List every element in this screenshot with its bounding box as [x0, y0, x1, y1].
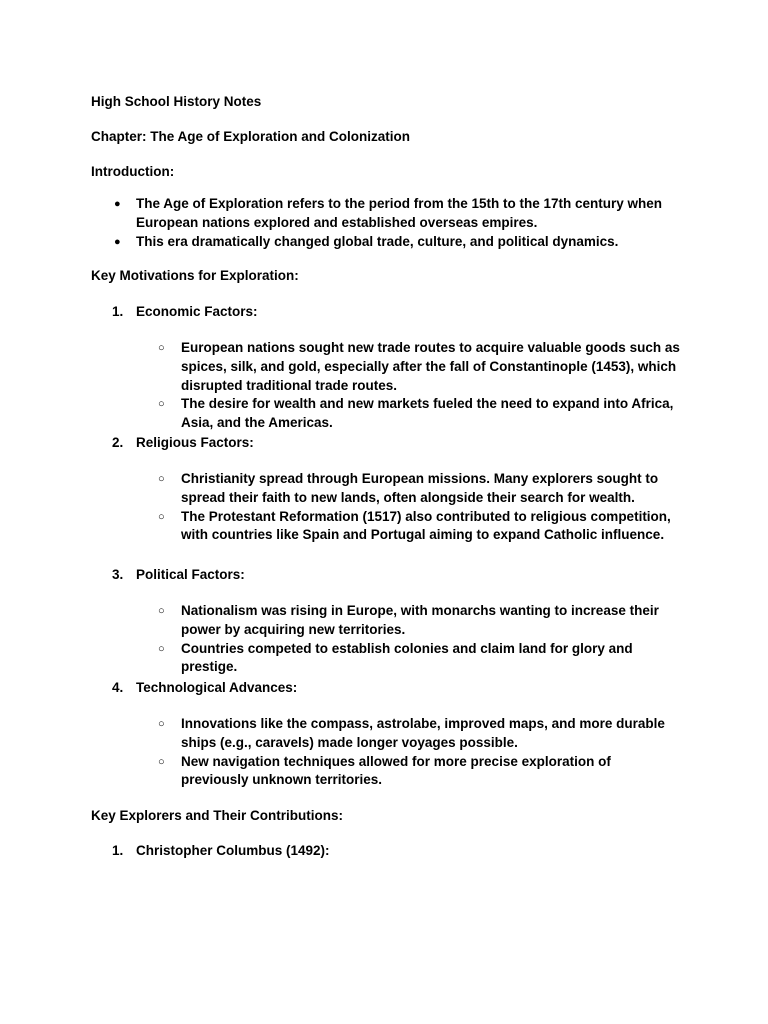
item-number: 1. — [112, 843, 124, 858]
sub-list — [0, 602, 681, 677]
item-label: Christopher Columbus (1492): — [136, 843, 330, 858]
list-item — [0, 470, 681, 508]
circle-bullet-icon: ○ — [158, 642, 165, 655]
list-item — [0, 715, 681, 753]
bullet-icon: ● — [114, 235, 121, 248]
list-item-text: The Age of Exploration refers to the period from the 15th to the 17th century when European nations explored and established overseas empires. — [136, 196, 663, 230]
item-number: 4. — [112, 680, 124, 695]
list-item-text: The desire for wealth and new markets fueled the need to expand into Africa, Asia, and the Americas. — [181, 396, 674, 431]
list-item-text: Nationalism was rising in Europe, with monarchs wanting to increase their power by acquiring new territories. — [181, 603, 659, 637]
circle-bullet-icon: ○ — [158, 605, 165, 617]
bullet-icon: ● — [114, 198, 121, 210]
sub-list — [0, 339, 681, 433]
circle-bullet-icon: ○ — [158, 755, 165, 768]
circle-bullet-icon: ○ — [158, 398, 165, 411]
circle-bullet-icon: ○ — [158, 342, 165, 354]
list-item-text: Christianity spread through European missions. Many explorers sought to spread their faith to new lands, often alongside their search for wealth. — [181, 471, 659, 505]
list-item — [0, 339, 681, 395]
item-number: 3. — [112, 567, 124, 582]
chapter-heading: Chapter: The Age of Exploration and Colonization — [91, 129, 410, 144]
circle-bullet-icon: ○ — [158, 473, 165, 485]
item-number: 1. — [112, 304, 124, 319]
list-item — [0, 195, 696, 233]
list-item — [0, 508, 681, 546]
list-item — [0, 233, 696, 252]
list-item-text: Innovations like the compass, astrolabe, improved maps, and more durable ships (e.g., caravels) made longer voyages possible. — [181, 716, 665, 750]
list-item-text: The Protestant Reformation (1517) also contributed to religious competition, with countries like Spain and Portugal aiming to expand Catholic influence. — [181, 508, 671, 543]
item-number: 2. — [112, 435, 124, 450]
explorers-heading: Key Explorers and Their Contributions: — [91, 808, 344, 823]
list-item-text: This era dramatically changed global trade, culture, and political dynamics. — [136, 233, 619, 249]
list-item-text: Countries competed to establish colonies and claim land for glory and prestige. — [181, 640, 633, 675]
circle-bullet-icon: ○ — [158, 510, 165, 523]
sub-list — [0, 470, 681, 545]
sub-list — [0, 715, 681, 790]
item-label: Technological Advances: — [136, 680, 298, 695]
circle-bullet-icon: ○ — [158, 718, 165, 730]
introduction-list — [0, 195, 696, 251]
list-item — [0, 602, 681, 640]
item-label: Religious Factors: — [136, 435, 254, 450]
list-item-text: New navigation techniques allowed for more precise exploration of previously unknown territories. — [181, 753, 611, 788]
item-label: Political Factors: — [136, 567, 245, 582]
document-title: High School History Notes — [91, 94, 262, 109]
motivations-heading: Key Motivations for Exploration: — [91, 268, 299, 283]
list-item-text: European nations sought new trade routes to acquire valuable goods such as spices, silk, and gold, especially after the fall of Constantinople (1453), which disrupted traditional trade routes. — [181, 340, 680, 393]
introduction-heading: Introduction: — [91, 164, 175, 179]
list-item — [0, 395, 681, 433]
item-label: Economic Factors: — [136, 304, 258, 319]
list-item — [0, 753, 681, 791]
list-item — [0, 640, 681, 678]
